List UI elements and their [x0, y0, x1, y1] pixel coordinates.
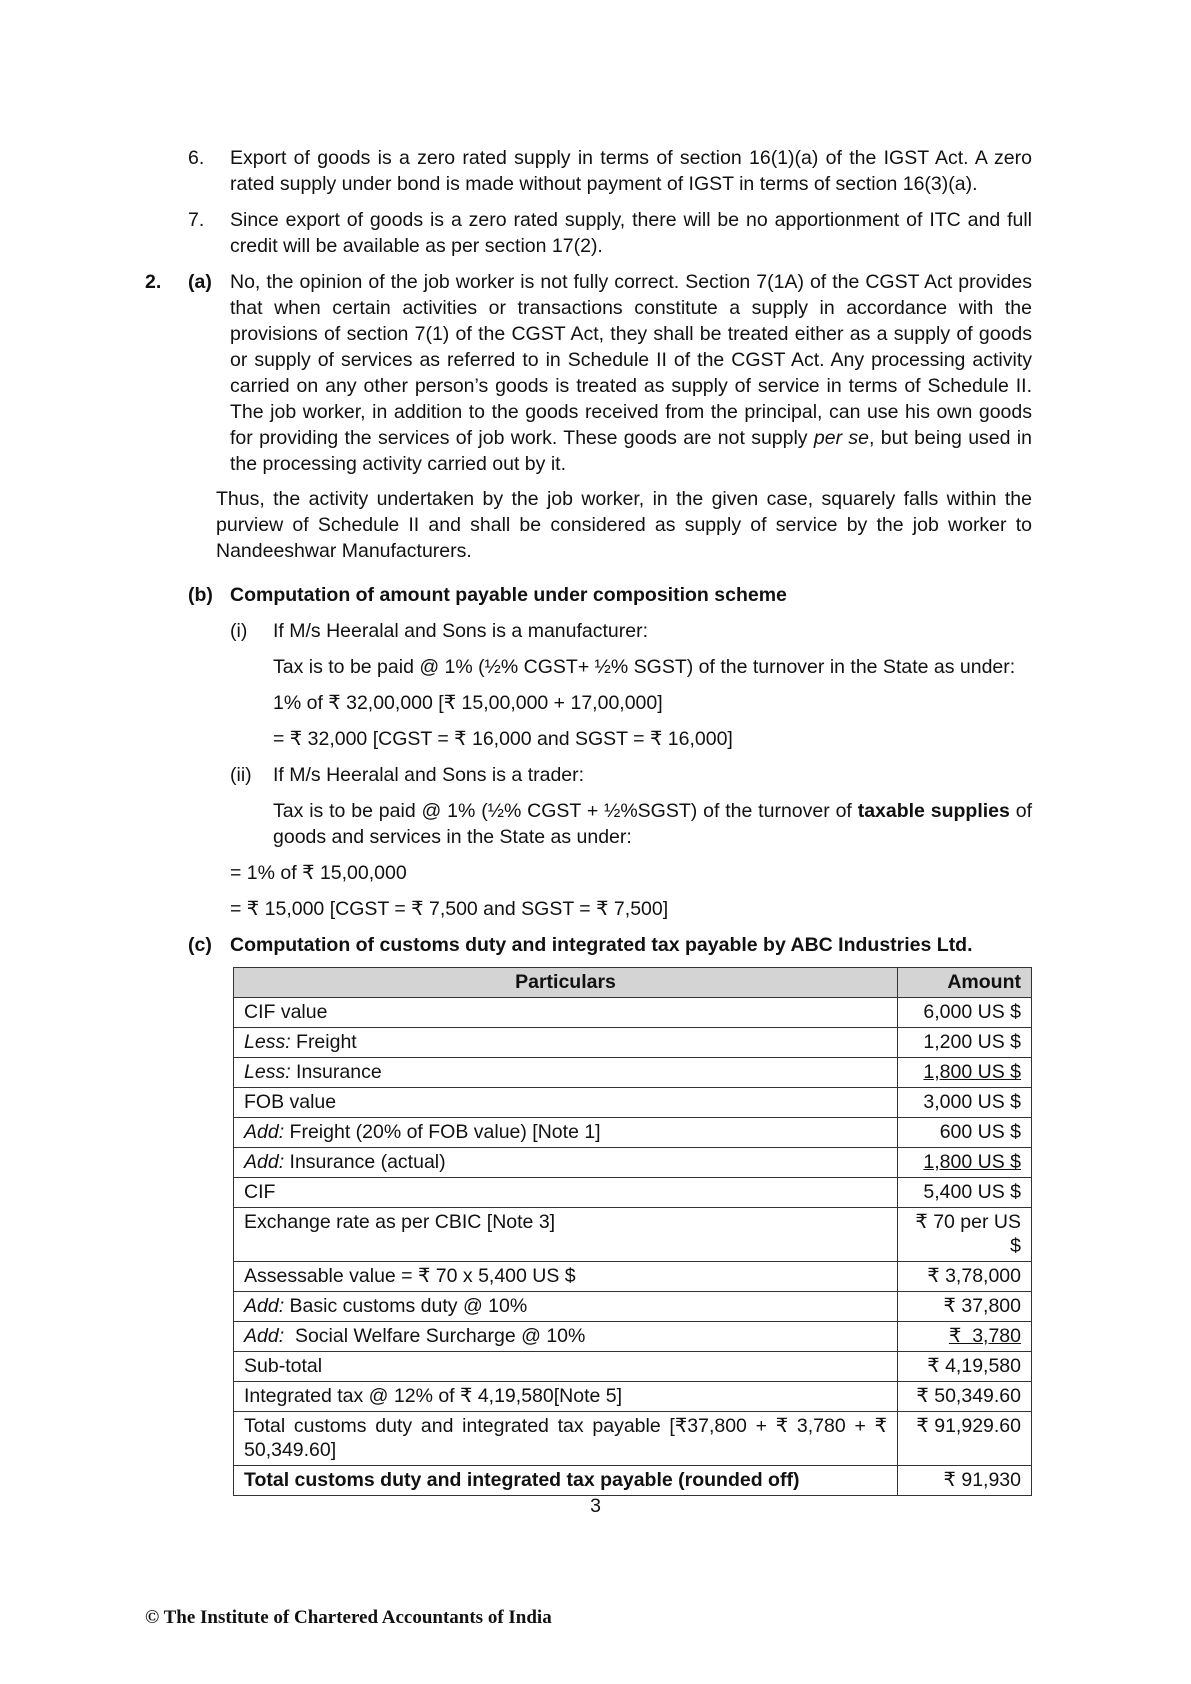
row-text: FOB value [244, 1091, 337, 1113]
total-row-amount: ₹ 91,930 [898, 1466, 1032, 1496]
part-b-label: (b) [188, 584, 213, 606]
part-b-ii-line1-b: of goods and services in the State as under: [273, 800, 1032, 848]
item-6-text: Export of goods is a zero rated supply in terms of section 16(1)(a) of the IGST Act. A zero rated supply under bond is made without payment of IGST in terms of section 16(3)(a). [230, 147, 1032, 195]
table-row [234, 1058, 1032, 1088]
row-text: Integrated tax @ 12% of ₹ 4,19,580[Note 5] [244, 1385, 623, 1407]
table-row [234, 1292, 1032, 1322]
row-amount: 1,200 US $ [898, 1028, 1032, 1058]
header-amount: Amount [898, 968, 1032, 998]
table-row [234, 1322, 1032, 1352]
row-text: Total customs duty and integrated tax payable [₹37,800 + ₹ 3,780 + ₹ 50,349.60] [244, 1415, 887, 1461]
total-row-text: Total customs duty and integrated tax payable (rounded off) [234, 1466, 898, 1496]
part-c-heading: Computation of customs duty and integrated tax payable by ABC Industries Ltd. [230, 934, 973, 956]
row-amount-underlined: 1,800 US $ [923, 1061, 1021, 1083]
table-row [234, 1148, 1032, 1178]
table-row [234, 1088, 1032, 1118]
table-row [234, 1412, 1032, 1466]
row-prefix: Less: [244, 1031, 291, 1053]
table-row [234, 1352, 1032, 1382]
row-prefix: Less: [244, 1061, 291, 1083]
row-particular [234, 998, 898, 1028]
row-amount: ₹ 3,78,000 [898, 1262, 1032, 1292]
row-particular [234, 1382, 898, 1412]
row-amount: 6,000 US $ [898, 998, 1032, 1028]
row-particular [234, 1208, 898, 1262]
row-text: Insurance [290, 1061, 382, 1083]
part-b-i-line1: Tax is to be paid @ 1% (½% CGST+ ½% SGST) of the turnover in the State as under: [273, 656, 1016, 678]
header-particulars: Particulars [234, 968, 898, 998]
table-row [234, 1178, 1032, 1208]
part-a-text-italic: per se [813, 427, 869, 449]
row-amount: ₹ 37,800 [898, 1292, 1032, 1322]
part-a-conclusion: Thus, the activity undertaken by the job worker, in the given case, squarely falls within the purview of Schedule II and shall be considered as supply of service by the job worker to Nandeeshwar Manufacturers. [216, 488, 1032, 562]
row-particular [234, 1292, 898, 1322]
row-text: Exchange rate as per CBIC [Note 3] [244, 1211, 556, 1233]
part-b-i-line3: = ₹ 32,000 [CGST = ₹ 16,000 and SGST = ₹ 16,000] [273, 728, 733, 750]
row-text: Sub-total [244, 1355, 323, 1377]
table-row [234, 1382, 1032, 1412]
row-amount-underlined: ₹ 3,780 [948, 1325, 1021, 1347]
table-total-row [234, 1466, 1032, 1496]
part-a-label: (a) [188, 271, 212, 293]
row-text: Freight (20% of FOB value) [Note 1] [284, 1121, 601, 1143]
customs-computation-table [233, 967, 1032, 1496]
row-particular [234, 1262, 898, 1292]
table-row [234, 1028, 1032, 1058]
row-amount [898, 1058, 1032, 1088]
row-prefix: Add: [244, 1295, 285, 1317]
item-6-number: 6. [188, 147, 205, 169]
row-prefix: Add: [244, 1325, 285, 1347]
row-text: Social Welfare Surcharge @ 10% [284, 1325, 586, 1347]
row-text: CIF [244, 1181, 276, 1203]
footer-copyright: © The Institute of Chartered Accountants of India [145, 1607, 552, 1628]
row-amount [898, 1148, 1032, 1178]
table-row [234, 1208, 1032, 1262]
row-particular [234, 1088, 898, 1118]
part-b-heading: Computation of amount payable under composition scheme [230, 584, 787, 606]
table-header-row [234, 968, 1032, 998]
part-b-ii-line1 [273, 798, 1032, 850]
part-b-ii-line1-a: Tax is to be paid @ 1% (½% CGST + ½%SGST) of the turnover of [273, 800, 858, 822]
row-particular [234, 1118, 898, 1148]
row-amount [898, 1322, 1032, 1352]
question-2-number: 2. [145, 271, 162, 293]
row-particular [234, 1058, 898, 1088]
table-row [234, 1262, 1032, 1292]
row-particular [234, 1028, 898, 1058]
part-c-label: (c) [188, 934, 212, 956]
part-b-i-label: (i) [230, 620, 248, 642]
row-particular [234, 1178, 898, 1208]
row-text: Insurance (actual) [284, 1151, 446, 1173]
item-7-number: 7. [188, 209, 205, 231]
row-prefix: Add: [244, 1151, 285, 1173]
part-a-text-1: No, the opinion of the job worker is not fully correct. Section 7(1A) of the CGST Act provides that when certain activities or transactions constitute a supply in accordance with the provisions of section 7(1) of the CGST Act, they shall be treated either as a supply of goods or supply of services as referred to in Schedule II of the CGST Act. Any processing activity carried on any other person’s goods is treated as supply of service in terms of Schedule II. The job worker, in addition to the goods received from the principal, can use his own goods for providing the services of job work. These goods are not supply [230, 271, 1032, 449]
row-particular [234, 1322, 898, 1352]
part-b-ii-text: If M/s Heeralal and Sons is a trader: [273, 764, 585, 786]
row-particular [234, 1352, 898, 1382]
row-prefix: Add: [244, 1121, 285, 1143]
part-b-i-line2: 1% of ₹ 32,00,000 [₹ 15,00,000 + 17,00,000] [273, 692, 663, 714]
row-text: Basic customs duty @ 10% [284, 1295, 528, 1317]
row-amount: ₹ 4,19,580 [898, 1352, 1032, 1382]
part-b-i-text: If M/s Heeralal and Sons is a manufacturer: [273, 620, 649, 642]
row-text: Assessable value = ₹ 70 x 5,400 US $ [244, 1265, 576, 1287]
row-amount: ₹ 70 per US $ [898, 1208, 1032, 1262]
row-particular [234, 1148, 898, 1178]
part-a-text [230, 269, 1032, 477]
part-b-ii-line1-bold: taxable supplies [857, 800, 1010, 822]
part-b-ii-line3: = ₹ 15,000 [CGST = ₹ 7,500 and SGST = ₹ 7,500] [230, 898, 669, 920]
item-7-text: Since export of goods is a zero rated supply, there will be no apportionment of ITC and full credit will be available as per section 17(2). [230, 209, 1032, 257]
row-text: CIF value [244, 1001, 328, 1023]
table-row [234, 1118, 1032, 1148]
row-amount: ₹ 50,349.60 [898, 1382, 1032, 1412]
row-amount: 5,400 US $ [898, 1178, 1032, 1208]
row-text: Freight [290, 1031, 357, 1053]
row-amount-underlined: 1,800 US $ [923, 1151, 1021, 1173]
row-amount: ₹ 91,929.60 [898, 1412, 1032, 1466]
part-b-ii-label: (ii) [230, 764, 252, 786]
row-particular [234, 1412, 898, 1466]
page-number: 3 [590, 1495, 601, 1517]
part-b-ii-line2: = 1% of ₹ 15,00,000 [230, 862, 407, 884]
row-amount: 600 US $ [898, 1118, 1032, 1148]
part-a-text-2: , but being used in the processing activity carried out by it. [230, 427, 1032, 475]
row-amount: 3,000 US $ [898, 1088, 1032, 1118]
table-row [234, 998, 1032, 1028]
